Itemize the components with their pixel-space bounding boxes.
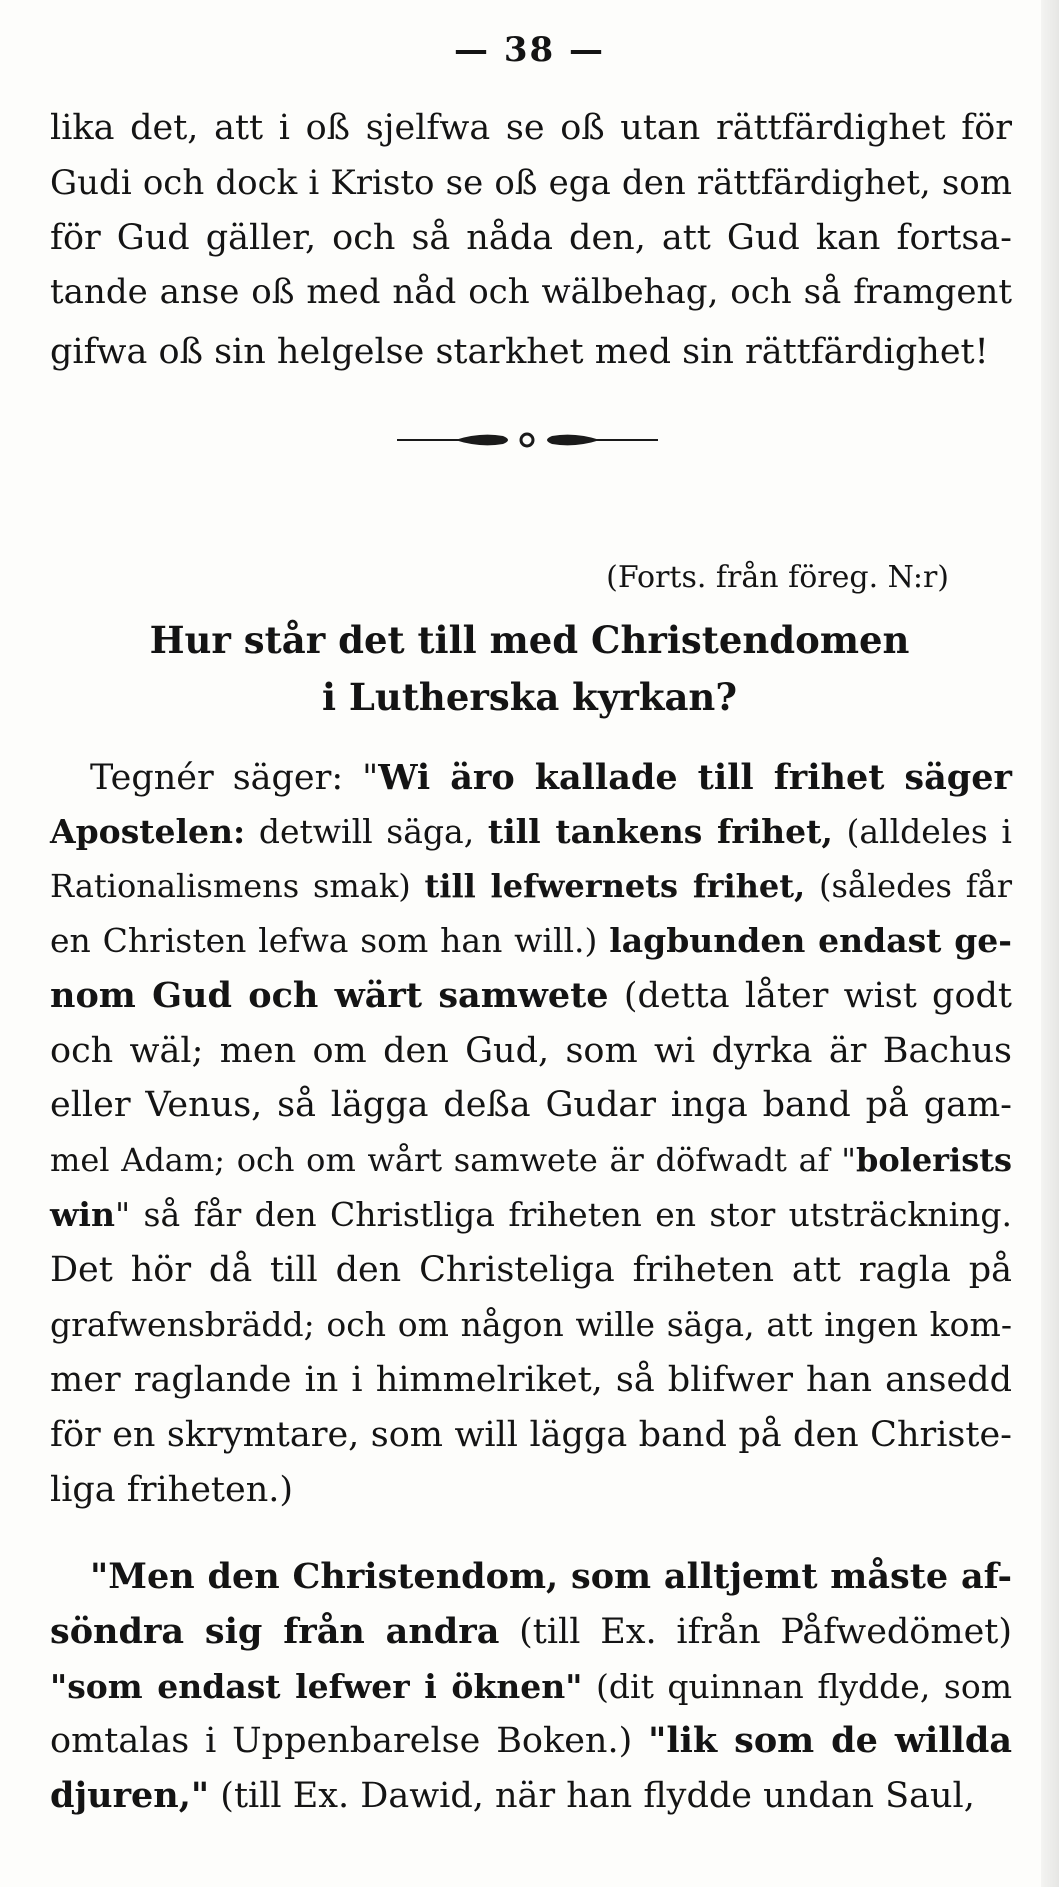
body-text: eller Venus, så lägga deßa Gudar inga band på gam- [50,1085,1012,1125]
emphasis-text: nom Gud och wärt samwete [50,975,609,1016]
emphasis-text: win [50,1195,115,1234]
article-heading-line-2: i Lutherska kyrkan? [321,675,738,719]
body-text: (således får [805,867,1012,905]
body-text: Rationalismens smak) [50,867,425,905]
body-text: (till Ex. Dawid, när han flydde undan Saul, [209,1776,975,1816]
emphasis-text: bolerists [855,1141,1012,1179]
emphasis-text: djuren," [50,1775,210,1816]
body-text: detwill säga, [245,812,488,851]
intro-line-3: för Gud gäller, och så nåda den, att Gud kan fortsa- [50,218,1012,258]
body-text: (dit quinnan flydde, som [582,1667,1012,1706]
page-number: — 38 — [454,30,605,70]
body-text: (till Ex. ifrån Påfwedömet) [499,1612,1012,1652]
christendom-line-5 [50,1776,1012,1816]
body-text: omtalas i Uppenbarelse Boken.) [50,1721,649,1761]
body-text: liga friheten.) [50,1470,294,1510]
quote-line-5 [50,976,1012,1016]
quote-line-2 [50,812,1012,852]
body-text: Tegnér säger: " [90,758,379,798]
emphasis-text: "som endast lefwer i öknen" [50,1667,583,1706]
page-edge-shadow [1041,0,1059,1887]
body-text: mer raglande in i himmelriket, så blifwer han ansedd [50,1360,1012,1400]
emphasis-text: lagbunden endast ge- [609,921,1012,960]
quote-line-10 [50,1250,1012,1290]
quote-line-1 [90,758,1012,798]
quote-line-8 [50,1140,1012,1180]
intro-line-2: Gudi och dock i Kristo se oß ega den rättfärdighet, som [50,163,1012,203]
body-text: och wäl; men om den Gud, som wi dyrka är Bachus [50,1031,1012,1071]
emphasis-text: "lik som de willda [648,1720,1012,1761]
body-text: grafwensbrädd; och om någon wille säga, att ingen kom- [50,1305,1012,1344]
body-text: (alldeles i [832,812,1012,851]
body-text: mel Adam; och om wårt samwete är döfwadt af " [50,1141,856,1179]
ornament-divider-icon [395,420,660,460]
body-text: en Christen lefwa som han will.) [50,921,610,960]
christendom-line-1 [90,1557,1012,1597]
emphasis-text: Apostelen: [50,812,246,851]
intro-line-4: tande anse oß med nåd och wälbehag, och så framgent [50,272,1012,312]
quote-line-13 [50,1415,1012,1455]
quote-line-12 [50,1360,1012,1400]
quote-line-7 [50,1085,1012,1125]
quote-line-4 [50,921,1012,961]
body-text: (detta låter wist godt [608,976,1012,1016]
body-text: för en skrymtare, som will lägga band på den Christe- [50,1415,1012,1455]
christendom-line-2 [50,1612,1012,1652]
emphasis-text: söndra sig från andra [50,1611,500,1652]
intro-line-1: lika det, att i oß sjelfwa se oß utan rättfärdighet för [50,108,1012,148]
continuation-note: (Forts. från föreg. N:r) [606,560,949,595]
quote-line-6 [50,1031,1012,1071]
quote-line-9 [50,1195,1012,1235]
quote-line-11 [50,1305,1012,1345]
body-text: Det hör då till den Christeliga friheten att ragla på [50,1250,1012,1290]
emphasis-text: till tankens frihet, [487,812,833,851]
intro-line-5: gifwa oß sin helgelse starkhet med sin rättfärdighet! [50,332,989,372]
body-text: " så får den Christliga friheten en stor utsträckning. [114,1195,1012,1234]
quote-line-3 [50,866,1012,906]
emphasis-text: till lefwernets frihet, [424,867,806,905]
christendom-line-4 [50,1721,1012,1761]
christendom-line-3 [50,1667,1012,1707]
article-heading-line-1: Hur står det till med Christendomen [149,618,910,662]
quote-line-14 [50,1470,1012,1510]
emphasis-text: "Men den Christendom, som alltjemt måste af- [90,1556,1012,1597]
emphasis-text: Wi äro kallade till frihet säger [378,757,1012,798]
